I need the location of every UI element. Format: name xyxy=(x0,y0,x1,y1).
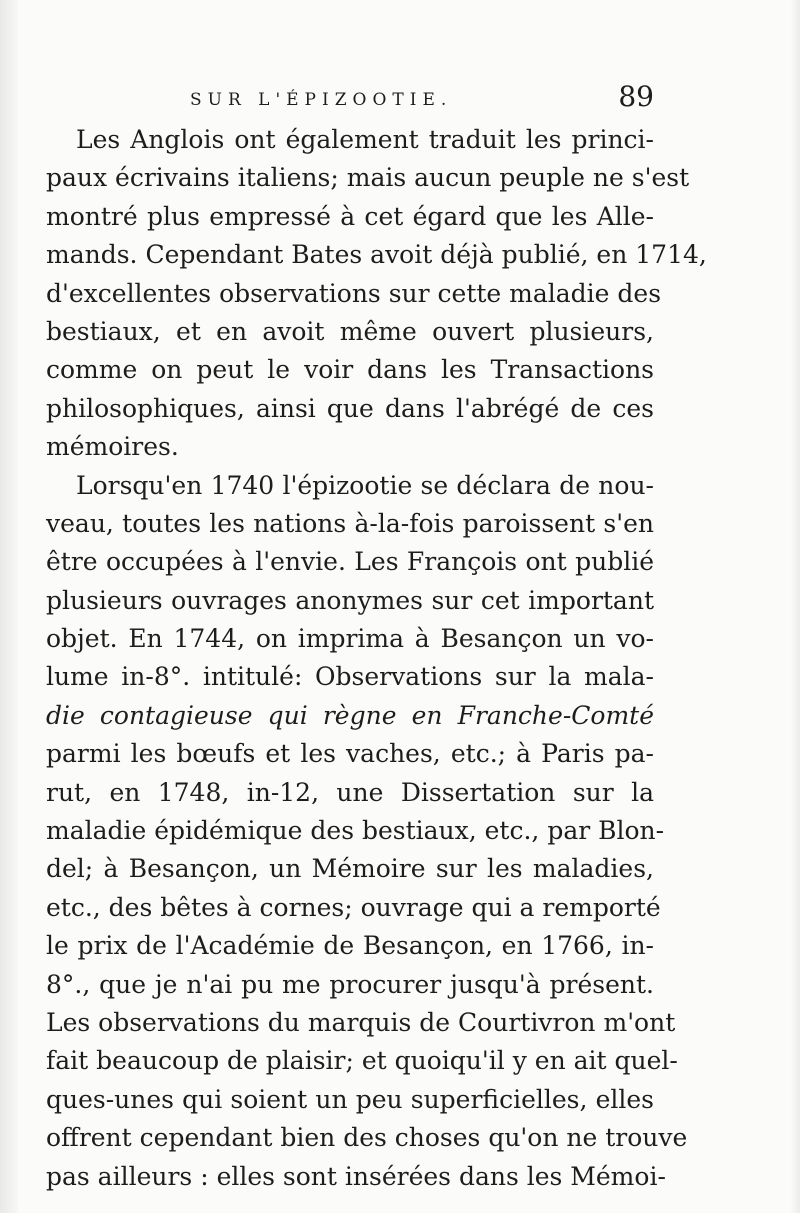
text-line: mands. Cependant Bates avoit déjà publié, en 1714, xyxy=(46,240,707,270)
text-line: être occupées à l'envie. Les François ont publié xyxy=(46,547,654,577)
text-line: 8°., que je n'ai pu me procurer jusqu'à présent. xyxy=(46,969,654,999)
text-line: comme on peut le voir dans les Transactions xyxy=(46,355,654,385)
text-line: die contagieuse qui règne en Franche-Comté xyxy=(46,700,654,730)
text-line: pas ailleurs : elles sont insérées dans les Mémoi- xyxy=(46,1161,666,1191)
text-line: paux écrivains italiens; mais aucun peuple ne s'est xyxy=(46,163,690,193)
text-line: maladie épidémique des bestiaux, etc., par Blon- xyxy=(46,816,665,846)
text-line: philosophiques, ainsi que dans l'abrégé de ces xyxy=(46,393,654,423)
page-number: 89 xyxy=(618,80,654,113)
page-edge-shadow-left xyxy=(0,0,18,1213)
text-line: parmi les bœufs et les vaches, etc.; à Paris pa- xyxy=(46,739,654,769)
text-line: Lorsqu'en 1740 l'épizootie se déclara de nou- xyxy=(76,470,654,500)
text-line: bestiaux, et en avoit même ouvert plusieurs, xyxy=(46,316,654,346)
page-edge-shadow-right xyxy=(790,0,800,1213)
text-line: Les observations du marquis de Courtivron m'ont xyxy=(46,1007,676,1037)
text-line: fait beaucoup de plaisir; et quoiqu'il y en ait quel- xyxy=(46,1046,678,1076)
text-line: le prix de l'Académie de Besançon, en 1766, in- xyxy=(46,931,654,961)
text-line: lume in-8°. intitulé: Observations sur la mala- xyxy=(46,662,654,692)
text-line: mémoires. xyxy=(46,432,179,462)
text-line: etc., des bêtes à cornes; ouvrage qui a remporté xyxy=(46,892,661,922)
text-line: rut, en 1748, in-12, une Dissertation sur la xyxy=(46,777,654,807)
body-text xyxy=(46,121,707,1196)
running-head: SUR L'ÉPIZOOTIE. xyxy=(190,90,453,110)
text-line: montré plus empressé à cet égard que les Alle- xyxy=(46,201,654,231)
text-line: Les Anglois ont également traduit les princi- xyxy=(76,125,654,154)
text-line: offrent cependant bien des choses qu'on ne trouve xyxy=(46,1123,688,1153)
text-line: plusieurs ouvrages anonymes sur cet important xyxy=(46,585,654,615)
text-line: veau, toutes les nations à-la-fois paroissent s'en xyxy=(46,508,654,538)
text-line: ques-unes qui soient un peu superficielles, elles xyxy=(46,1084,654,1114)
page-header xyxy=(190,80,660,124)
text-line: del; à Besançon, un Mémoire sur les maladies, xyxy=(46,854,654,884)
text-line: objet. En 1744, on imprima à Besançon un vo- xyxy=(46,624,654,654)
text-line: d'excellentes observations sur cette maladie des xyxy=(46,278,662,308)
